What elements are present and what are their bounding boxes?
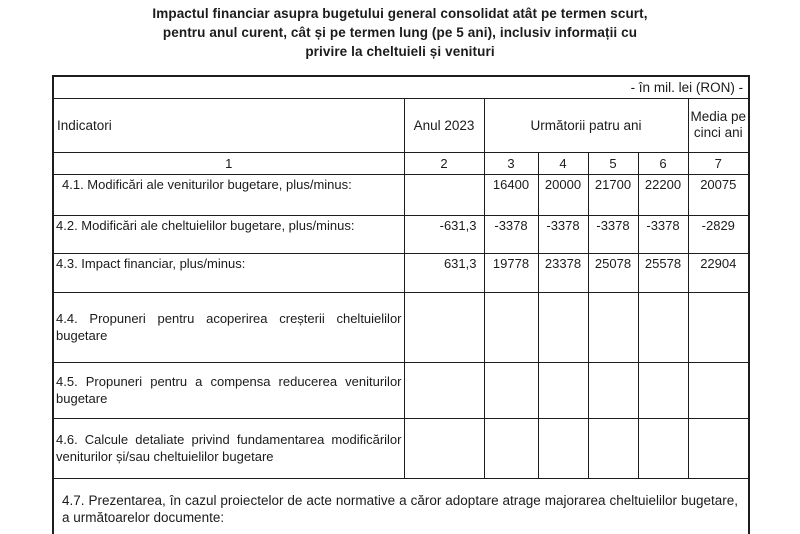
cell-value: 22904 <box>688 253 749 292</box>
table-row-4-4 <box>53 292 749 362</box>
cell-value <box>538 418 588 478</box>
table-row-4-6 <box>53 418 749 478</box>
cell-value: -3378 <box>484 215 538 253</box>
table-column-number-row <box>53 152 749 174</box>
row-label: 4.6. Calcule detaliate privind fundamentarea modificărilor veniturilor și/sau cheltuielilor bugetare <box>53 418 404 478</box>
cell-value <box>404 418 484 478</box>
table-row-4-3 <box>53 253 749 292</box>
cell-value <box>688 362 749 418</box>
table-row-4-1 <box>53 174 749 215</box>
cell-value <box>638 418 688 478</box>
cell-value <box>404 292 484 362</box>
cell-value: 21700 <box>588 174 638 215</box>
cell-value: 25078 <box>588 253 638 292</box>
cell-value: 20000 <box>538 174 588 215</box>
cell-value <box>588 418 638 478</box>
column-number: 4 <box>538 152 588 174</box>
row-label: 4.2. Modificări ale cheltuielilor bugetare, plus/minus: <box>53 215 404 253</box>
column-number: 5 <box>588 152 638 174</box>
cell-value <box>588 362 638 418</box>
cell-value <box>484 362 538 418</box>
table-row-unit-note <box>53 76 749 98</box>
table-row-4-7 <box>53 478 749 534</box>
unit-note: - în mil. lei (RON) - <box>53 76 749 98</box>
document-title <box>0 4 800 61</box>
cell-value <box>638 362 688 418</box>
footer-note: 4.7. Prezentarea, în cazul proiectelor de acte normative a căror adoptare atrage majorarea cheltuielilor bugetare, a următoarelor documente: <box>53 478 749 534</box>
cell-value <box>538 292 588 362</box>
column-number: 6 <box>638 152 688 174</box>
document-title-line: Impactul financiar asupra bugetului general consolidat atât pe termen scurt, <box>152 6 648 21</box>
cell-value: 20075 <box>688 174 749 215</box>
column-number: 2 <box>404 152 484 174</box>
cell-value <box>404 362 484 418</box>
cell-value <box>638 292 688 362</box>
cell-value: 22200 <box>638 174 688 215</box>
column-header-five-year-average: Media pe cinci ani <box>688 98 749 152</box>
document-title-line: pentru anul curent, cât și pe termen lung (pe 5 ani), inclusiv informații cu <box>162 25 638 40</box>
column-header-year-2023: Anul 2023 <box>404 98 484 152</box>
cell-value: -3378 <box>588 215 638 253</box>
cell-value <box>588 292 638 362</box>
column-header-next-four-years: Următorii patru ani <box>484 98 688 152</box>
cell-value <box>484 418 538 478</box>
cell-value: 23378 <box>538 253 588 292</box>
table-row-4-2 <box>53 215 749 253</box>
row-label: 4.5. Propuneri pentru a compensa reducerea veniturilor bugetare <box>53 362 404 418</box>
cell-value <box>404 174 484 215</box>
financial-impact-table <box>52 75 750 534</box>
column-header-indicators: Indicatori <box>53 98 404 152</box>
table-row-4-5 <box>53 362 749 418</box>
cell-value: -2829 <box>688 215 749 253</box>
row-label: 4.3. Impact financiar, plus/minus: <box>53 253 404 292</box>
cell-value <box>688 292 749 362</box>
cell-value <box>688 418 749 478</box>
cell-value: 19778 <box>484 253 538 292</box>
cell-value: -631,3 <box>404 215 484 253</box>
column-number: 7 <box>688 152 749 174</box>
table-header-row <box>53 98 749 152</box>
cell-value: -3378 <box>538 215 588 253</box>
cell-value <box>484 292 538 362</box>
cell-value: 631,3 <box>404 253 484 292</box>
cell-value: 25578 <box>638 253 688 292</box>
row-label: 4.4. Propuneri pentru acoperirea creșterii cheltuielilor bugetare <box>53 292 404 362</box>
cell-value: -3378 <box>638 215 688 253</box>
row-label: 4.1. Modificări ale veniturilor bugetare, plus/minus: <box>53 174 404 215</box>
document-title-line: privire la cheltuieli și venituri <box>305 44 495 59</box>
cell-value: 16400 <box>484 174 538 215</box>
column-number: 3 <box>484 152 538 174</box>
column-number: 1 <box>53 152 404 174</box>
cell-value <box>538 362 588 418</box>
